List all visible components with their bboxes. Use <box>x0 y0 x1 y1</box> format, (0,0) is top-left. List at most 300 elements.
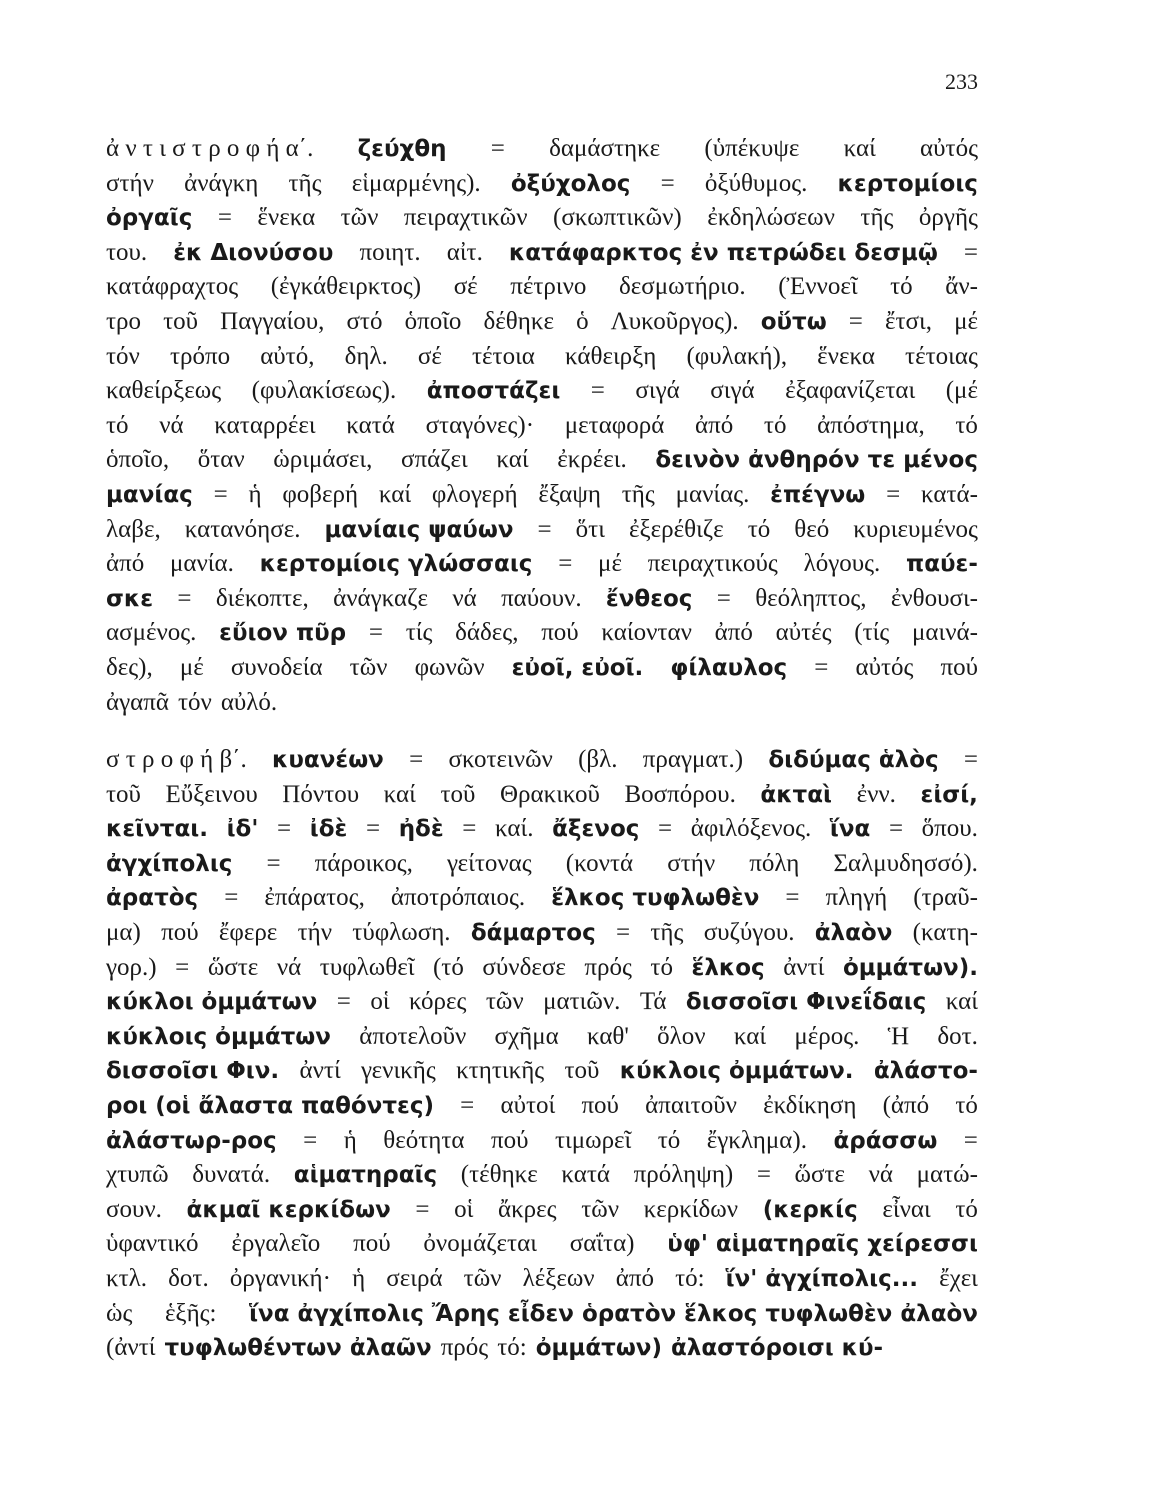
text-token: = <box>177 584 192 612</box>
text-token: ἀπό <box>714 619 753 647</box>
lemma-term: ἀποστάζει <box>426 378 561 405</box>
lemma-term: ἀρατὸς <box>106 885 199 912</box>
text-token: = <box>616 919 631 947</box>
text-token: τῶν <box>463 1265 502 1292</box>
lemma-term: ἀκμαῖ κερκίδων <box>186 1196 391 1223</box>
text-token: νά <box>452 584 477 612</box>
text-token: ἀποτελοῦν <box>359 1022 467 1050</box>
text-token: ἀνάγκη <box>184 169 259 197</box>
text-token: Τά <box>639 988 667 1016</box>
text-token: = <box>814 653 829 681</box>
text-token: τίς <box>405 619 433 647</box>
text-token: πραγματ.) <box>642 746 744 774</box>
text-token: πάροικος, <box>314 849 413 877</box>
text-token: πληγή <box>825 884 888 912</box>
text-line <box>106 812 978 847</box>
text-token: δέθηκε <box>483 307 554 335</box>
text-token: = <box>537 515 552 543</box>
text-token: ὑφαντικό <box>106 1230 199 1258</box>
text-token: μανία. <box>169 550 234 578</box>
text-token: Εὔξεινου <box>165 780 258 808</box>
text-token: ἀ ν τ ι σ τ ρ ο φ ή α΄. <box>106 135 314 162</box>
text-line <box>106 167 978 202</box>
lemma-term: ἕλκος <box>691 954 765 981</box>
text-line <box>106 236 978 271</box>
text-line <box>106 1297 978 1332</box>
text-token: τοῦ <box>564 1057 600 1085</box>
text-token: λόγους. <box>803 550 881 578</box>
text-token: ἄκρες <box>497 1195 557 1223</box>
text-token: σουν. <box>106 1195 162 1223</box>
text-token: = <box>368 619 383 647</box>
lemma-term: ἰδὲ <box>309 816 348 843</box>
paragraph <box>106 743 978 1366</box>
lemma-term: παύε- <box>906 551 978 578</box>
text-token: πού <box>353 1230 391 1258</box>
text-token: = <box>756 1161 771 1189</box>
text-token: εἶναι <box>882 1195 931 1223</box>
text-token: (βλ. <box>578 746 618 774</box>
lemma-term: ὀμμάτων) <box>535 1335 662 1362</box>
lemma-term: (κερκίς <box>762 1196 858 1223</box>
lemma-term: ἐκ Διονύσου <box>173 239 334 266</box>
text-token: τό <box>763 411 787 439</box>
text-token: κτητικῆς <box>456 1057 545 1085</box>
text-line <box>106 1020 978 1055</box>
text-token: τέτοια <box>471 342 535 370</box>
text-token: = <box>336 988 351 1016</box>
text-token: (Ἐννοεῖ <box>778 273 858 301</box>
text-token: = <box>277 815 292 843</box>
text-token: ἀπό <box>615 1265 654 1292</box>
lemma-term: ροι (οἱ ἄλαστα παθόντες) <box>106 1093 434 1120</box>
text-token: τύφλωση. <box>352 919 451 947</box>
text-token: ἀγαπᾶ <box>106 688 169 716</box>
text-token: τρο <box>106 307 142 335</box>
text-token: θεό <box>794 515 830 543</box>
text-token: σιγά <box>635 377 680 405</box>
text-token: τήν <box>297 919 333 947</box>
text-token: ἀποτρόπαιος. <box>390 884 526 912</box>
text-line <box>106 743 978 778</box>
text-token: = <box>785 884 800 912</box>
text-token: τῆς <box>860 204 894 232</box>
text-token: δοτ. <box>937 1022 978 1050</box>
text-line <box>106 443 978 478</box>
text-token: λέξεων <box>522 1265 595 1292</box>
text-token: = <box>963 238 978 266</box>
text-token: (ἀντί <box>106 1334 156 1362</box>
text-token: = <box>462 815 477 843</box>
text-token: ἐξερέθιζε <box>628 515 724 543</box>
text-token: τό <box>657 1126 681 1154</box>
lemma-term: εἰσί, <box>920 781 978 808</box>
lemma-term: ὀμμάτων). <box>842 954 978 981</box>
text-token: = <box>365 815 381 843</box>
text-token: Βοσπόρου. <box>624 780 736 808</box>
text-token: θεόληπτος, <box>755 584 867 612</box>
text-token: σειρά <box>386 1265 443 1292</box>
lemma-term: ἀκταὶ <box>760 781 832 808</box>
text-token: ὀξύθυμος. <box>704 169 808 197</box>
text-token: ἕνεκα <box>257 204 316 232</box>
text-token: ασμένος. <box>106 619 197 647</box>
text-token: τό <box>747 515 771 543</box>
text-token: (κατη- <box>912 919 978 947</box>
text-token: κάθειρξη <box>565 342 657 370</box>
text-token: τό: <box>675 1265 705 1292</box>
text-token: ἔφερε <box>218 919 278 947</box>
text-token: = <box>175 953 190 981</box>
text-token: = <box>848 307 863 335</box>
text-token: γείτονας <box>446 849 532 877</box>
text-token: = <box>888 815 904 843</box>
text-token: κατά <box>346 411 395 439</box>
text-token: τῶν <box>349 653 388 681</box>
text-token: κόρες <box>408 988 467 1016</box>
text-token: τό <box>955 1092 978 1120</box>
text-token: σκοτεινῶν <box>448 746 553 774</box>
text-token: = <box>224 884 239 912</box>
text-line <box>106 1054 978 1089</box>
text-token: στήν <box>667 849 716 877</box>
lemma-term: κύκλοις ὀμμάτων. <box>619 1058 854 1085</box>
text-token: δηλ. <box>344 342 388 370</box>
text-token: ἀντί <box>783 953 825 981</box>
text-token: καί <box>383 780 416 808</box>
text-token: παύουν. <box>501 584 582 612</box>
lemma-term: διδύμας ἁλὸς <box>768 747 939 774</box>
lemma-term: κερτομίοις <box>837 170 978 197</box>
text-token: λαβε, <box>106 515 161 543</box>
lemma-term: ὑφ' αἱματηραῖς χείρεσσι <box>667 1231 978 1258</box>
text-token: κερκίδων <box>643 1195 739 1223</box>
text-token: = <box>963 746 978 774</box>
text-token: ἀφιλόξενος. <box>690 815 812 843</box>
text-token: πρός <box>584 953 632 981</box>
text-token: τοῦ <box>106 780 141 808</box>
text-token: ὅταν <box>197 446 245 474</box>
lemma-term: ἄξενος <box>552 816 640 843</box>
text-token: ὁποῖο <box>404 307 462 335</box>
text-token: εἱμαρμένης). <box>351 169 481 197</box>
text-token: τόν <box>106 342 140 370</box>
text-token: μέ <box>954 307 978 335</box>
text-token: κυριευμένος <box>853 515 978 543</box>
text-token: ἐπάρατος, <box>264 884 365 912</box>
lemma-term: ἵνα <box>829 816 871 843</box>
lemma-term: ἠδὲ <box>398 816 444 843</box>
text-token: τῆς <box>621 480 655 508</box>
lemma-term: ὀξύχολος <box>510 170 631 197</box>
text-token: τῆς <box>650 919 684 947</box>
text-token: = <box>963 1126 978 1154</box>
text-token: ὅλον <box>657 1022 706 1050</box>
text-token: ἐνθουσι- <box>890 584 978 612</box>
text-token: ὅτι <box>575 515 605 543</box>
text-token: = <box>409 746 424 774</box>
text-token: = <box>660 169 675 197</box>
lemma-term: κατάφαρκτος ἐν πετρώδει δεσμῷ <box>508 239 938 266</box>
text-token: = <box>558 550 573 578</box>
text-token: σέ <box>417 342 442 370</box>
text-token: τυφλωθεῖ <box>319 953 415 981</box>
lemma-term: ὀργαῖς <box>106 205 193 232</box>
text-token: τοῦ <box>163 307 199 335</box>
text-token: θεότητα <box>383 1126 465 1154</box>
text-token: (ἀπό <box>882 1092 930 1120</box>
text-token: (ὑπέκυψε <box>704 135 800 162</box>
text-token: τό <box>955 411 978 439</box>
text-token: συνοδεία <box>230 653 323 681</box>
text-token: αἰτ. <box>446 238 483 266</box>
lemma-term: ἰδ' <box>226 816 259 843</box>
text-token: φωνῶν <box>414 653 485 681</box>
text-token: καί <box>496 446 529 474</box>
text-line <box>106 1193 978 1228</box>
text-token: (φυλακή), <box>686 342 788 370</box>
text-token: κατάφραχτος <box>106 273 239 301</box>
text-token: ἐργαλεῖο <box>231 1230 321 1258</box>
text-token: μανίας. <box>675 480 750 508</box>
text-token: καί <box>378 480 412 508</box>
lemma-term: δισσοῖσι Φινεΐδαις <box>685 989 927 1016</box>
text-token: δάδες, <box>455 619 519 647</box>
text-token: αὐτές <box>775 619 832 647</box>
text-token: = <box>886 480 901 508</box>
text-line <box>106 1331 978 1366</box>
text-token: ὥστε <box>794 1161 845 1189</box>
text-token: Παγγαίου, <box>220 307 325 335</box>
text-token: = <box>590 377 605 405</box>
text-line <box>106 478 978 513</box>
lemma-term: ἵν' ἀγχίπολις... <box>725 1266 918 1292</box>
text-token: μαινά- <box>911 619 978 647</box>
lemma-term: εὔιον πῦρ <box>219 620 347 647</box>
text-token: καί <box>945 988 978 1016</box>
text-token: μέ <box>179 653 204 681</box>
text-token: (τραῦ- <box>913 884 978 912</box>
text-token: ἀπό <box>106 550 145 578</box>
text-token: = <box>213 480 228 508</box>
text-line <box>106 409 978 444</box>
text-token: δες), <box>106 653 153 681</box>
text-token: ἡ <box>352 1265 366 1292</box>
text-token: (τίς <box>854 619 890 647</box>
text-token: τιμωρεῖ <box>554 1126 632 1154</box>
text-token: = <box>460 1092 475 1120</box>
text-token: ὀργανική· <box>229 1265 331 1292</box>
text-token: νά <box>868 1161 893 1189</box>
text-line <box>106 1089 978 1124</box>
text-line <box>106 616 978 651</box>
lemma-term: φίλαυλος <box>670 654 788 681</box>
page-number: 233 <box>945 69 978 94</box>
text-token: δαμάστηκε <box>549 135 661 162</box>
text-token: Πόντου <box>282 780 360 808</box>
text-token: δεσμωτήριο. <box>618 273 746 301</box>
text-token: τό <box>955 1195 978 1223</box>
text-token: (φυλακίσεως). <box>251 377 397 405</box>
text-token: τό <box>106 411 129 439</box>
text-token: νά <box>276 953 302 981</box>
text-token: σέ <box>453 273 478 301</box>
text-token: = <box>415 1195 430 1223</box>
text-token: στό <box>346 307 383 335</box>
text-token: σύνδεσε <box>482 953 566 981</box>
text-token: τῶν <box>485 988 524 1016</box>
text-token: κατανόησε. <box>184 515 301 543</box>
text-token: καίονταν <box>601 619 692 647</box>
text-token: σχῆμα <box>494 1022 559 1050</box>
text-token: του. <box>106 238 148 266</box>
text-token: πέτρινο <box>510 273 587 301</box>
text-token: σιγά <box>710 377 755 405</box>
text-token: ἑξῆς: <box>164 1299 217 1327</box>
text-token: τό: <box>497 1334 527 1362</box>
lemma-term: δισσοῖσι Φιν. <box>106 1058 280 1085</box>
text-token: σαΐτα) <box>569 1230 635 1258</box>
text-token: ἡ <box>248 480 262 508</box>
text-token: πρόληψη) <box>633 1161 734 1189</box>
text-token: ἐνν. <box>856 780 896 808</box>
text-token: (σκωπτικῶν) <box>553 204 682 232</box>
text-token: δυνατά. <box>192 1161 271 1189</box>
text-token: οἱ <box>454 1195 474 1223</box>
text-line <box>106 513 978 548</box>
lemma-term: ἀράσσω <box>833 1127 938 1154</box>
text-token: = <box>658 815 673 843</box>
text-token: νά <box>159 411 184 439</box>
text-token: ὀργῆς <box>918 204 978 232</box>
text-token: αὐτοί <box>500 1092 556 1120</box>
text-token: ἐκδίκηση <box>763 1092 857 1120</box>
text-token: πού <box>161 919 199 947</box>
text-token: πού <box>490 1126 529 1154</box>
text-line <box>106 916 978 951</box>
lemma-term: σκε <box>106 585 154 612</box>
text-token: ἀνάγκαζε <box>333 584 428 612</box>
text-token: τῶν <box>340 204 379 232</box>
text-token: (μέ <box>945 377 978 405</box>
lemma-term: ζεύχθη <box>357 136 447 162</box>
lemma-term: δεινὸν ἀνθηρόν τε μένος <box>655 447 978 474</box>
text-line <box>106 132 978 167</box>
text-line <box>106 1227 978 1262</box>
lemma-term: ἀλάστωρ-ρος <box>106 1127 277 1154</box>
text-line <box>106 847 978 882</box>
text-token: καί. <box>495 815 534 843</box>
text-token: πού <box>541 619 579 647</box>
text-token: πειραχτικῶν <box>403 204 528 232</box>
lemma-term: ἐπέγνω <box>770 481 866 508</box>
text-token: ὡριμάσει, <box>273 446 373 474</box>
lemma-term: αἱματηραῖς <box>293 1162 438 1189</box>
text-token: αὐλό. <box>220 688 278 716</box>
text-token: ἀπόστημα, <box>817 411 925 439</box>
text-token: ἔγκλημα). <box>706 1126 807 1154</box>
text-token: (τό <box>432 953 464 981</box>
text-token: αὐτό, <box>260 342 315 370</box>
text-token: αὐτός <box>920 135 978 162</box>
text-token: φλογερή <box>431 480 518 508</box>
text-line <box>106 881 978 916</box>
text-token: χτυπῶ <box>106 1161 169 1189</box>
text-token: ἕνεκα <box>817 342 875 370</box>
lemma-term: εὐοῖ, εὐοῖ. <box>511 654 644 681</box>
text-token: τό <box>650 953 673 981</box>
lemma-term: κυανέων <box>272 747 384 774</box>
text-token: = <box>217 204 232 232</box>
text-token: (ἐγκάθειρκτος) <box>270 273 422 301</box>
text-token: Ἡ <box>887 1022 910 1050</box>
text-token: τό <box>890 273 913 301</box>
text-token: τοῦ <box>440 780 476 808</box>
text-token: (τέθηκε <box>460 1161 538 1189</box>
text-line <box>106 547 978 582</box>
text-line <box>106 1124 978 1159</box>
text-token: φοβερή <box>282 480 359 508</box>
text-token: τῆς <box>288 169 322 197</box>
text-token: πρός <box>440 1334 489 1362</box>
text-token: δοτ. <box>168 1265 209 1292</box>
text-line <box>106 582 978 617</box>
text-token: ἔχει <box>939 1265 978 1292</box>
lemma-term: μανίας <box>106 481 193 508</box>
text-token: ἡ <box>343 1126 357 1154</box>
text-token: κατά- <box>920 480 978 508</box>
lemma-term: ἀλάστο- <box>873 1058 978 1085</box>
text-token: καταρρέει <box>214 411 316 439</box>
text-line <box>106 270 978 305</box>
text-token: ματιῶν. <box>543 988 621 1016</box>
lemma-term: ἀλαστόροισι κύ- <box>671 1335 884 1362</box>
text-token: πού <box>581 1092 619 1120</box>
text-token: μέ <box>598 550 622 578</box>
text-token: ὀνομάζεται <box>423 1230 537 1258</box>
text-token: ἄν- <box>945 273 978 301</box>
text-token: σ τ ρ ο φ ή β΄. <box>106 746 247 774</box>
text-token: συζύγου. <box>703 919 795 947</box>
text-token: ἐκδηλώσεων <box>707 204 835 232</box>
text-token: πού <box>940 653 978 681</box>
text-token: = <box>490 135 505 162</box>
text-token: διέκοπτε, <box>215 584 309 612</box>
text-line <box>106 374 978 409</box>
text-line <box>106 1262 978 1297</box>
text-token: μεταφορά <box>564 411 665 439</box>
text-token: τρόπο <box>169 342 231 370</box>
lemma-term: δάμαρτος <box>470 920 596 947</box>
text-token: καθ' <box>586 1022 629 1050</box>
text-token: πειραχτικούς <box>647 550 778 578</box>
text-line <box>106 305 978 340</box>
lemma-term: ἵνα ἀγχίπολις Ἄρης εἶδεν ὁρατὸν ἕλκος τυφλωθὲν ἀλαὸν <box>249 1300 978 1327</box>
text-line <box>106 686 978 721</box>
text-token: = <box>716 584 731 612</box>
paragraph <box>106 132 978 720</box>
text-line <box>106 1158 978 1193</box>
text-token: κατά <box>561 1161 610 1189</box>
text-token: καί <box>733 1022 767 1050</box>
text-token: ἔξαψη <box>538 480 601 508</box>
text-token: ὅπου. <box>921 815 978 843</box>
text-token: ποιητ. <box>359 238 421 266</box>
text-token: Θρακικοῦ <box>499 780 600 808</box>
text-token: σταγόνες)· <box>425 411 535 439</box>
text-token: καί <box>843 135 876 162</box>
text-token: Λυκοῦργος). <box>610 307 739 335</box>
